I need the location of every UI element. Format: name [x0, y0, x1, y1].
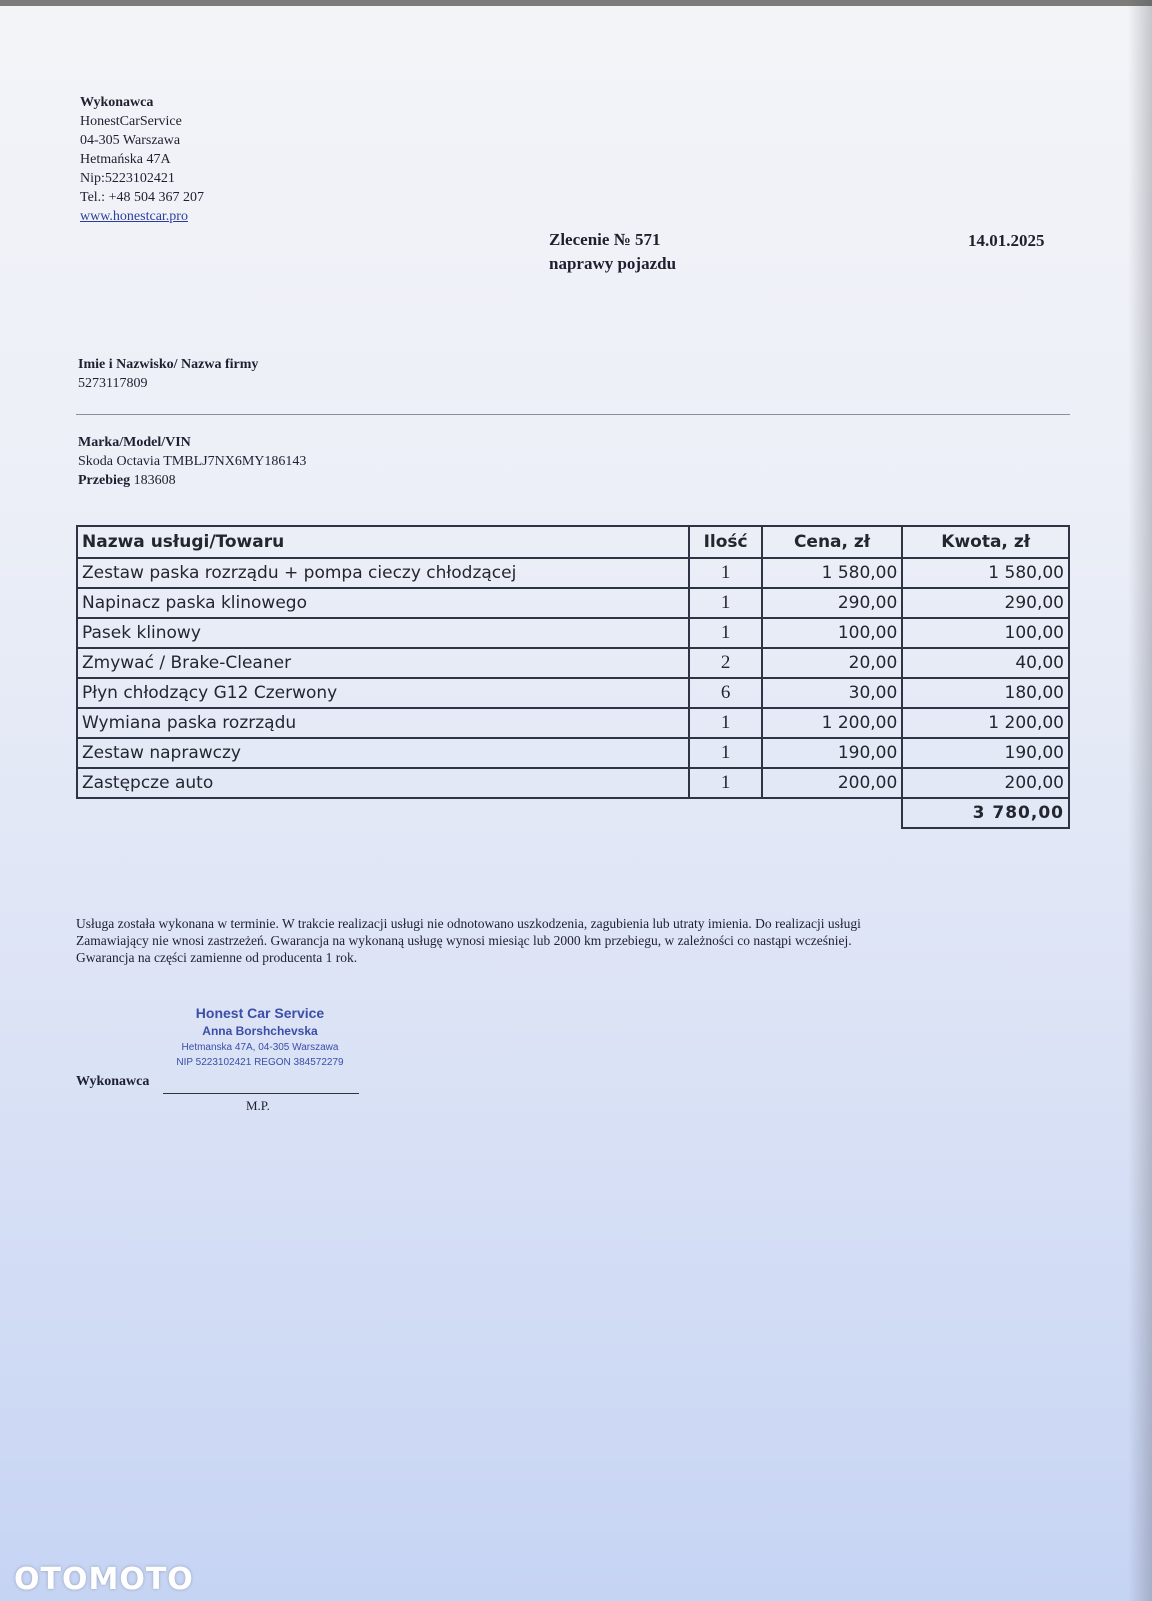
row-name: Pasek klinowy: [77, 618, 689, 648]
vehicle-label: Marka/Model/VIN: [78, 435, 191, 450]
mileage-label: Przebieg: [78, 473, 131, 488]
row-name: Wymiana paska rozrządu: [77, 708, 689, 738]
stamp-line-2: Anna Borshchevska: [202, 1024, 318, 1038]
total-spacer: [689, 798, 761, 828]
order-subtitle: naprawy pojazdu: [549, 254, 677, 273]
contractor-nip: Nip:5223102421: [80, 171, 175, 186]
row-price: 1 200,00: [762, 708, 903, 738]
stamp-line-1: Honest Car Service: [195, 1005, 325, 1021]
items-table: [76, 525, 1070, 829]
row-price: 190,00: [762, 738, 903, 768]
contractor-name: HonestCarService: [80, 114, 182, 129]
row-name: Płyn chłodzący G12 Czerwony: [77, 678, 689, 708]
table-row: [77, 618, 1069, 648]
header-name: Nazwa usługi/Towaru: [77, 526, 689, 558]
row-qty: 1: [689, 618, 761, 648]
otomoto-watermark: OTOMOTO: [14, 1562, 194, 1597]
table-row: [77, 588, 1069, 618]
row-price: 30,00: [762, 678, 903, 708]
contractor-city: 04-305 Warszawa: [80, 133, 181, 148]
order-title: Zlecenie № 571: [549, 230, 661, 249]
row-amount: 1 200,00: [902, 708, 1069, 738]
terms-note: [76, 915, 1046, 966]
total-amount: 3 780,00: [902, 798, 1069, 828]
note-line-2: Zamawiający nie wnosi zastrzeżeń. Gwarancja na wykonaną usługę wynosi miesiąc lub 2000 km przebiegu, w zależności co nastąpi wcześniej.: [76, 933, 852, 948]
stamp-line-4: NIP 5223102421 REGON 384572279: [176, 1057, 344, 1068]
row-qty: 2: [689, 648, 761, 678]
contractor-block: [80, 93, 204, 226]
table-header-row: [77, 526, 1069, 558]
row-qty: 1: [689, 588, 761, 618]
total-spacer: [762, 798, 903, 828]
row-name: Zmywać / Brake-Cleaner: [77, 648, 689, 678]
row-qty: 1: [689, 558, 761, 588]
vehicle-value: Skoda Octavia TMBLJ7NX6MY186143: [78, 454, 307, 469]
contractor-phone: Tel.: +48 504 367 207: [80, 190, 204, 205]
row-amount: 190,00: [902, 738, 1069, 768]
mileage-value: 183608: [133, 473, 176, 488]
table-total-row: [77, 798, 1069, 828]
row-amount: 100,00: [902, 618, 1069, 648]
contractor-street: Hetmańska 47A: [80, 152, 171, 167]
row-amount: 180,00: [902, 678, 1069, 708]
table-row: [77, 648, 1069, 678]
table-row: [77, 768, 1069, 798]
row-qty: 1: [689, 708, 761, 738]
contractor-heading: Wykonawca: [80, 95, 154, 110]
row-price: 1 580,00: [762, 558, 903, 588]
row-amount: 200,00: [902, 768, 1069, 798]
contractor-website-link[interactable]: www.honestcar.pro: [80, 209, 188, 224]
row-price: 290,00: [762, 588, 903, 618]
table-row: [77, 678, 1069, 708]
client-block: [78, 355, 258, 393]
row-amount: 290,00: [902, 588, 1069, 618]
header-qty: Ilość: [689, 526, 761, 558]
row-qty: 1: [689, 768, 761, 798]
table-row: [77, 708, 1069, 738]
row-price: 200,00: [762, 768, 903, 798]
vehicle-block: [78, 433, 306, 490]
row-name: Zastępcze auto: [77, 768, 689, 798]
header-amount: Kwota, zł: [902, 526, 1069, 558]
client-label: Imie i Nazwisko/ Nazwa firmy: [78, 357, 259, 372]
row-qty: 6: [689, 678, 761, 708]
divider: [76, 414, 1070, 415]
signature-line: [163, 1093, 359, 1094]
total-spacer: [77, 798, 689, 828]
paper-edge-shadow: [1128, 0, 1152, 1601]
note-line-1: Usługa została wykonana w terminie. W trakcie realizacji usługi nie odnotowano uszkodzenia, zagubienia lub utraty imienia. Do realizacji usługi: [76, 916, 861, 931]
order-title-block: [549, 228, 676, 276]
row-qty: 1: [689, 738, 761, 768]
row-amount: 40,00: [902, 648, 1069, 678]
vehicle-mileage: [78, 471, 306, 490]
order-date: 14.01.2025: [968, 231, 1045, 250]
table-row: [77, 558, 1069, 588]
row-name: Zestaw paska rozrządu + pompa cieczy chłodzącej: [77, 558, 689, 588]
stamp-line-3: Hetmanska 47A, 04-305 Warszawa: [181, 1042, 339, 1053]
company-stamp: [160, 1004, 360, 1070]
row-price: 100,00: [762, 618, 903, 648]
row-amount: 1 580,00: [902, 558, 1069, 588]
signature-label: Wykonawca: [76, 1074, 150, 1089]
client-value: 5273117809: [78, 376, 148, 391]
mp-label: M.P.: [246, 1098, 270, 1113]
table-row: [77, 738, 1069, 768]
row-name: Napinacz paska klinowego: [77, 588, 689, 618]
header-price: Cena, zł: [762, 526, 903, 558]
note-line-3: Gwarancja na części zamienne od producenta 1 rok.: [76, 950, 358, 965]
row-name: Zestaw naprawczy: [77, 738, 689, 768]
row-price: 20,00: [762, 648, 903, 678]
